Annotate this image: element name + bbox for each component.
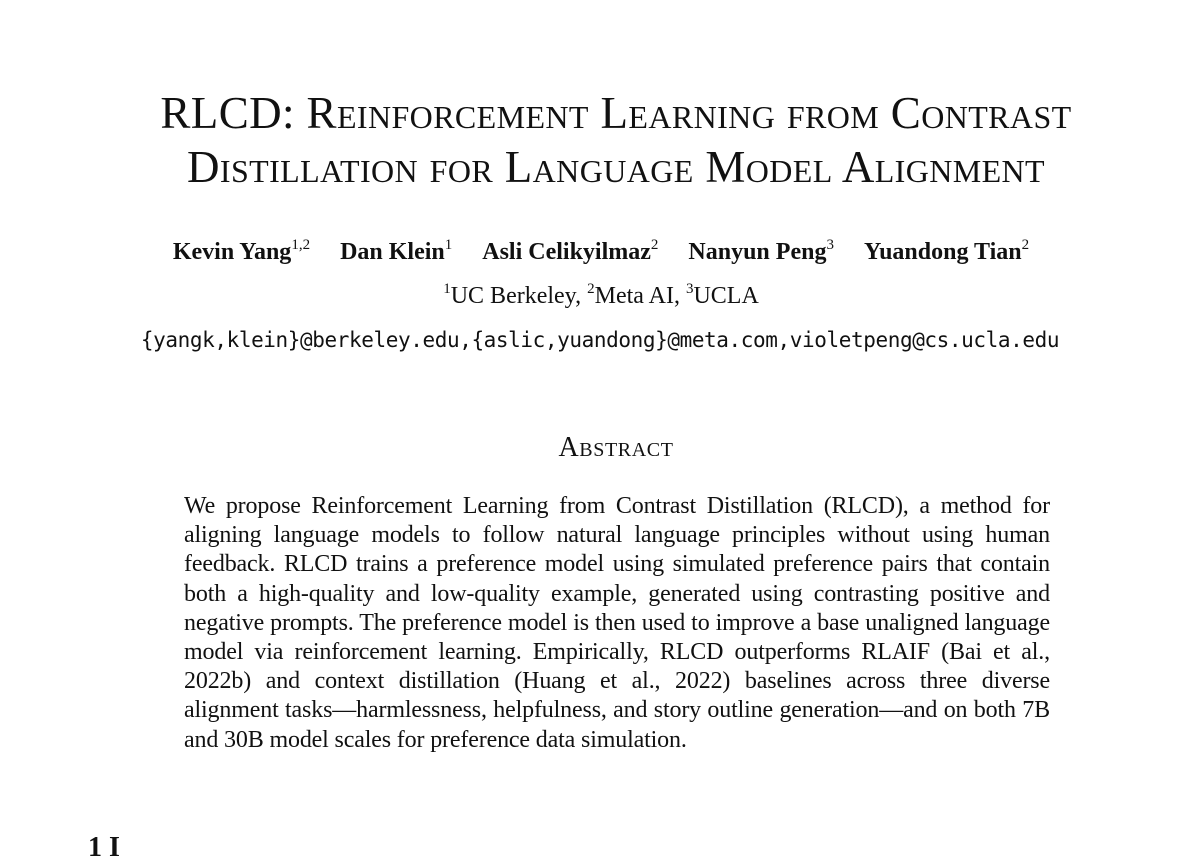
author-name: Kevin Yang	[172, 239, 292, 265]
author	[340, 236, 452, 268]
author-name: Nanyun Peng	[688, 239, 827, 265]
affiliation-name: Meta AI,	[594, 283, 686, 309]
next-section-heading: 1 I	[88, 832, 120, 863]
author	[688, 236, 834, 268]
affiliation-mark: 1	[443, 281, 451, 297]
author-emails: {yangk,klein}@berkeley.edu,{aslic,yuandong}@meta.com,violetpeng@cs.ucla.edu	[140, 328, 1060, 352]
author-affiliation-mark: 2	[650, 237, 659, 253]
abstract-text: We propose Reinforcement Learning from Contrast Distillation (RLCD), a method for aligning language models to follow natural language principles without using human feedback. RLCD trains a preference model using simulated preference pairs that contain both a high-quality and low-quality example, generated using contrasting positive and negative prompts. The preference model is then used to improve a base unaligned language model via reinforcement learning. Empirically, RLCD outperforms RLAIF (Bai et al., 2022b) and context distillation (Huang et al., 2022) baselines across three diverse alignment tasks—harmlessness, helpfulness, and story outline generation—and on both 7B and 30B model scales for preference data simulation.	[184, 493, 1050, 753]
affiliation-name: UCLA	[693, 283, 759, 309]
title-line-1: RLCD: Reinforcement Learning from Contrast	[160, 88, 1072, 138]
author	[864, 236, 1029, 268]
author-name: Asli Celikyilmaz	[482, 239, 651, 265]
author-affiliation-mark: 1,2	[291, 237, 311, 253]
author-list	[0, 236, 1200, 268]
title-line-2: Distillation for Language Model Alignment	[187, 142, 1045, 192]
abstract-heading: Abstract	[558, 432, 674, 463]
author-affiliation-mark: 3	[826, 237, 834, 253]
author-name: Yuandong Tian	[863, 239, 1022, 265]
affiliation-mark: 2	[587, 281, 595, 297]
author	[173, 236, 310, 268]
author	[482, 236, 658, 268]
author-affiliation-mark: 2	[1021, 237, 1030, 253]
paper-title	[0, 86, 1200, 194]
author-affiliation-mark: 1	[444, 237, 453, 253]
affiliation-mark: 3	[685, 281, 694, 297]
affiliation-name: UC Berkeley,	[450, 283, 588, 309]
affiliation-list	[0, 280, 1200, 312]
author-name: Dan Klein	[340, 239, 445, 265]
